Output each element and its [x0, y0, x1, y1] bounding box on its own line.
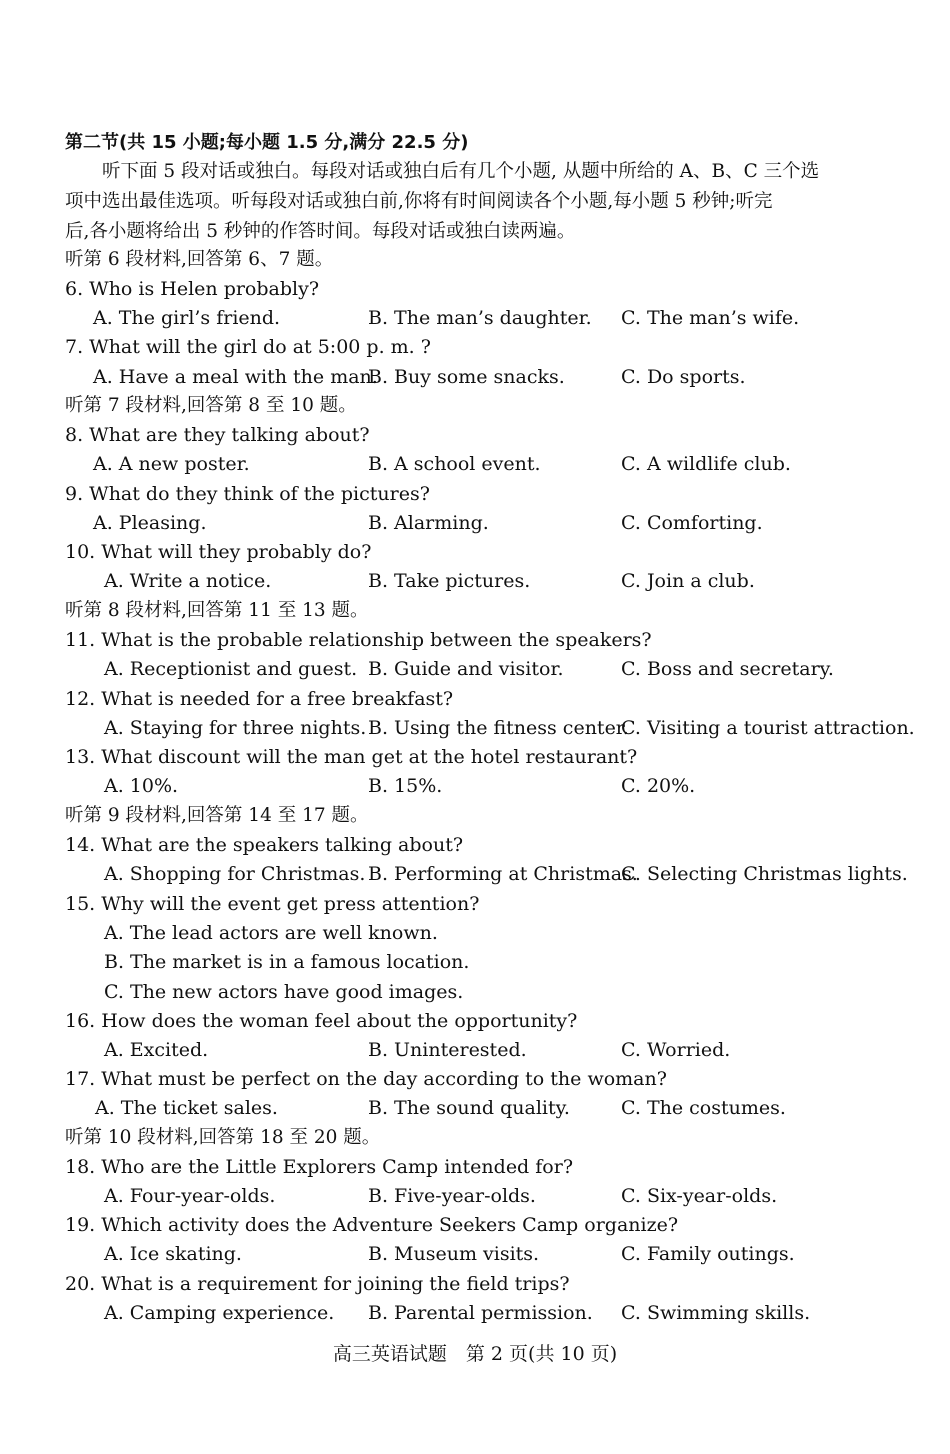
option-7c[interactable]: C. Do sports. [621, 366, 746, 388]
option-7a[interactable]: A. Have a meal with the man. [93, 366, 378, 388]
option-11a[interactable]: A. Receptionist and guest. [104, 658, 358, 680]
option-9a[interactable]: A. Pleasing. [93, 512, 207, 534]
option-18c[interactable]: C. Six-year-olds. [621, 1185, 778, 1207]
option-11c[interactable]: C. Boss and secretary. [621, 658, 834, 680]
question-9: 9. What do they think of the pictures? [65, 483, 430, 505]
segment-header-9: 听第 9 段材料,回答第 14 至 17 题。 [65, 805, 369, 826]
instruction-line-1: 听下面 5 段对话或独白。每段对话或独白后有几个小题, 从题中所给的 A、B、C 三个选 [102, 161, 820, 182]
question-15: 15. Why will the event get press attention? [65, 893, 480, 915]
section-heading: 第二节(共 15 小题;每小题 1.5 分,满分 22.5 分) [65, 132, 469, 153]
question-8: 8. What are they talking about? [65, 424, 370, 446]
option-6a[interactable]: A. The girl’s friend. [93, 307, 281, 329]
option-8c[interactable]: C. A wildlife club. [621, 453, 791, 475]
option-13a[interactable]: A. 10%. [104, 775, 179, 797]
instruction-line-2: 项中选出最佳选项。听每段对话或独白前,你将有时间阅读各个小题,每小题 5 秒钟;听完 [65, 191, 773, 212]
option-16b[interactable]: B. Uninterested. [368, 1039, 527, 1061]
option-16c[interactable]: C. Worried. [621, 1039, 731, 1061]
question-19: 19. Which activity does the Adventure Seekers Camp organize? [65, 1214, 679, 1236]
option-14b[interactable]: B. Performing at Christmas. [368, 863, 638, 885]
option-14a[interactable]: A. Shopping for Christmas. [104, 863, 366, 885]
option-17b[interactable]: B. The sound quality. [368, 1097, 570, 1119]
option-12b[interactable]: B. Using the fitness center. [368, 717, 629, 739]
option-20a[interactable]: A. Camping experience. [104, 1302, 335, 1324]
option-12a[interactable]: A. Staying for three nights. [104, 717, 367, 739]
option-15b[interactable]: B. The market is in a famous location. [104, 951, 470, 973]
question-11: 11. What is the probable relationship between the speakers? [65, 629, 652, 651]
question-14: 14. What are the speakers talking about? [65, 834, 464, 856]
option-16a[interactable]: A. Excited. [104, 1039, 209, 1061]
option-17a[interactable]: A. The ticket sales. [95, 1097, 278, 1119]
instruction-line-3: 后,各小题将给出 5 秒钟的作答时间。每段对话或独白读两遍。 [65, 221, 576, 242]
option-7b[interactable]: B. Buy some snacks. [368, 366, 565, 388]
question-17: 17. What must be perfect on the day according to the woman? [65, 1068, 667, 1090]
option-6c[interactable]: C. The man’s wife. [621, 307, 800, 329]
option-9b[interactable]: B. Alarming. [368, 512, 489, 534]
option-18b[interactable]: B. Five-year-olds. [368, 1185, 536, 1207]
question-10: 10. What will they probably do? [65, 541, 372, 563]
option-10b[interactable]: B. Take pictures. [368, 570, 531, 592]
option-15c[interactable]: C. The new actors have good images. [104, 981, 464, 1003]
option-14c[interactable]: C. Selecting Christmas lights. [621, 863, 908, 885]
segment-header-7: 听第 7 段材料,回答第 8 至 10 题。 [65, 395, 357, 416]
option-15a[interactable]: A. The lead actors are well known. [104, 922, 438, 944]
segment-header-8: 听第 8 段材料,回答第 11 至 13 题。 [65, 600, 369, 621]
option-12c[interactable]: C. Visiting a tourist attraction. [621, 717, 915, 739]
segment-header-10: 听第 10 段材料,回答第 18 至 20 题。 [65, 1127, 381, 1148]
option-17c[interactable]: C. The costumes. [621, 1097, 786, 1119]
question-7: 7. What will the girl do at 5:00 p. m. ? [65, 336, 431, 358]
option-13b[interactable]: B. 15%. [368, 775, 443, 797]
option-13c[interactable]: C. 20%. [621, 775, 696, 797]
option-8a[interactable]: A. A new poster. [93, 453, 250, 475]
option-20c[interactable]: C. Swimming skills. [621, 1302, 811, 1324]
option-10c[interactable]: C. Join a club. [621, 570, 755, 592]
segment-header-6: 听第 6 段材料,回答第 6、7 题。 [65, 249, 334, 270]
option-11b[interactable]: B. Guide and visitor. [368, 658, 564, 680]
question-16: 16. How does the woman feel about the opportunity? [65, 1010, 578, 1032]
option-19c[interactable]: C. Family outings. [621, 1243, 795, 1265]
page-footer: 高三英语试题 第 2 页(共 10 页) [332, 1343, 618, 1365]
option-20b[interactable]: B. Parental permission. [368, 1302, 593, 1324]
option-6b[interactable]: B. The man’s daughter. [368, 307, 592, 329]
option-8b[interactable]: B. A school event. [368, 453, 541, 475]
question-20: 20. What is a requirement for joining the field trips? [65, 1273, 570, 1295]
option-19b[interactable]: B. Museum visits. [368, 1243, 540, 1265]
option-18a[interactable]: A. Four-year-olds. [104, 1185, 276, 1207]
question-13: 13. What discount will the man get at the hotel restaurant? [65, 746, 638, 768]
question-12: 12. What is needed for a free breakfast? [65, 688, 454, 710]
option-10a[interactable]: A. Write a notice. [104, 570, 272, 592]
question-18: 18. Who are the Little Explorers Camp intended for? [65, 1156, 573, 1178]
option-9c[interactable]: C. Comforting. [621, 512, 763, 534]
option-19a[interactable]: A. Ice skating. [104, 1243, 242, 1265]
question-6: 6. Who is Helen probably? [65, 278, 320, 300]
